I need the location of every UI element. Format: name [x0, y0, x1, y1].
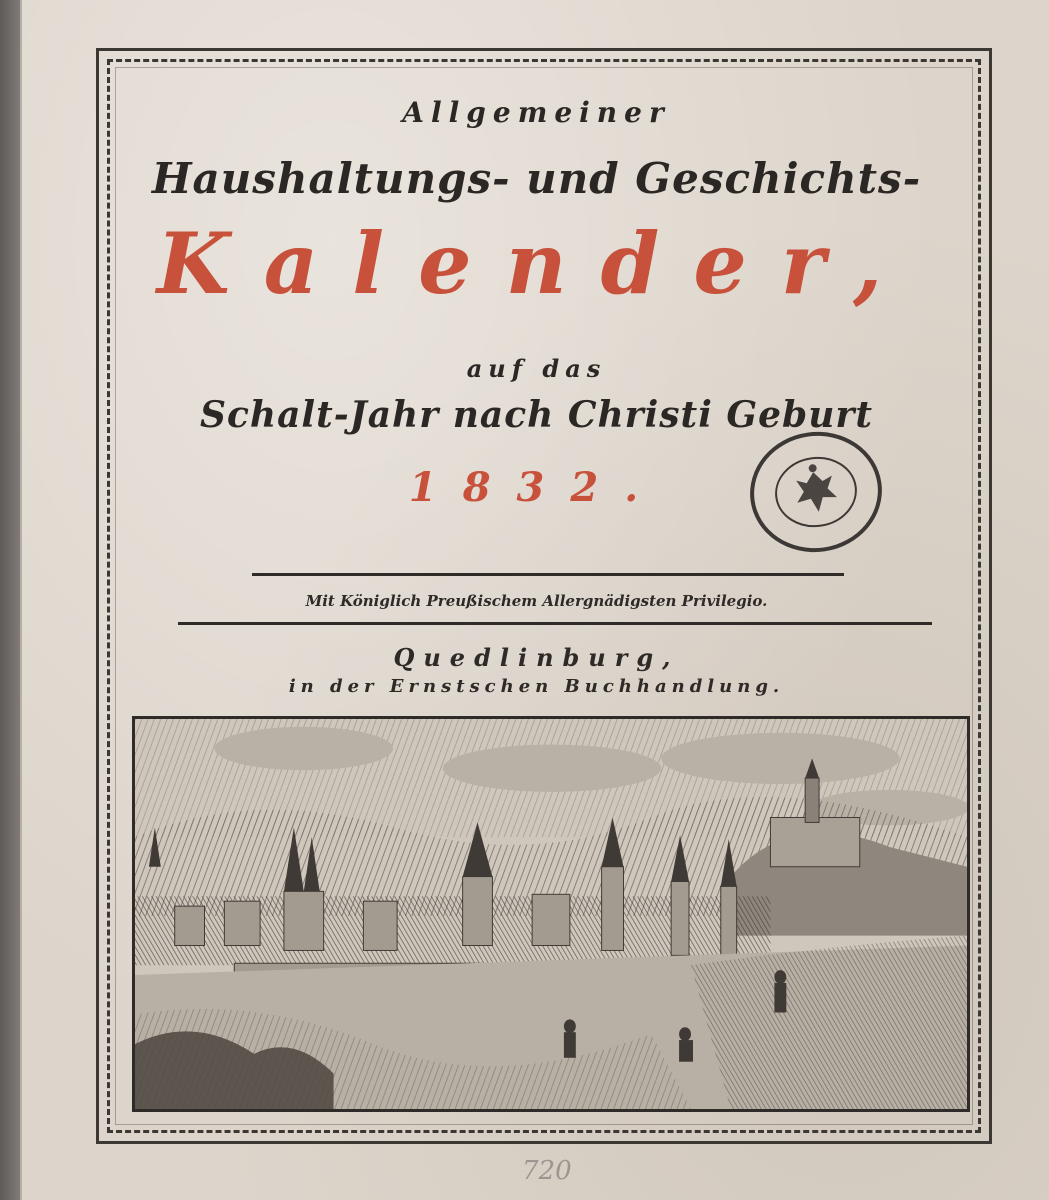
publisher-line: in der Ernstschen Buchhandlung. [288, 676, 785, 697]
stamp-eagle-icon [756, 437, 876, 547]
quedlinburg-woodcut-image [132, 716, 970, 1112]
place-of-publication: Quedlinburg, [393, 643, 680, 672]
handwritten-shelf-mark: 720 [522, 1156, 572, 1186]
upper-rule-line [252, 573, 844, 576]
title-line-auf-das: auf das [466, 354, 607, 383]
lower-rule-line [178, 622, 932, 625]
title-line-allgemeiner: Allgemeiner [402, 96, 671, 129]
calendar-title-page [20, 0, 1049, 1200]
privilege-line: Mit Königlich Preußischem Allergnädigsten Privilegio. [305, 592, 768, 610]
title-line-kalender: Kalender, [156, 214, 917, 313]
title-year: 1832. [408, 464, 665, 511]
title-line-haushaltungs: Haushaltungs- und Geschichts- [151, 154, 922, 203]
title-line-schalt-jahr: Schalt-Jahr nach Christi Geburt [200, 394, 873, 436]
